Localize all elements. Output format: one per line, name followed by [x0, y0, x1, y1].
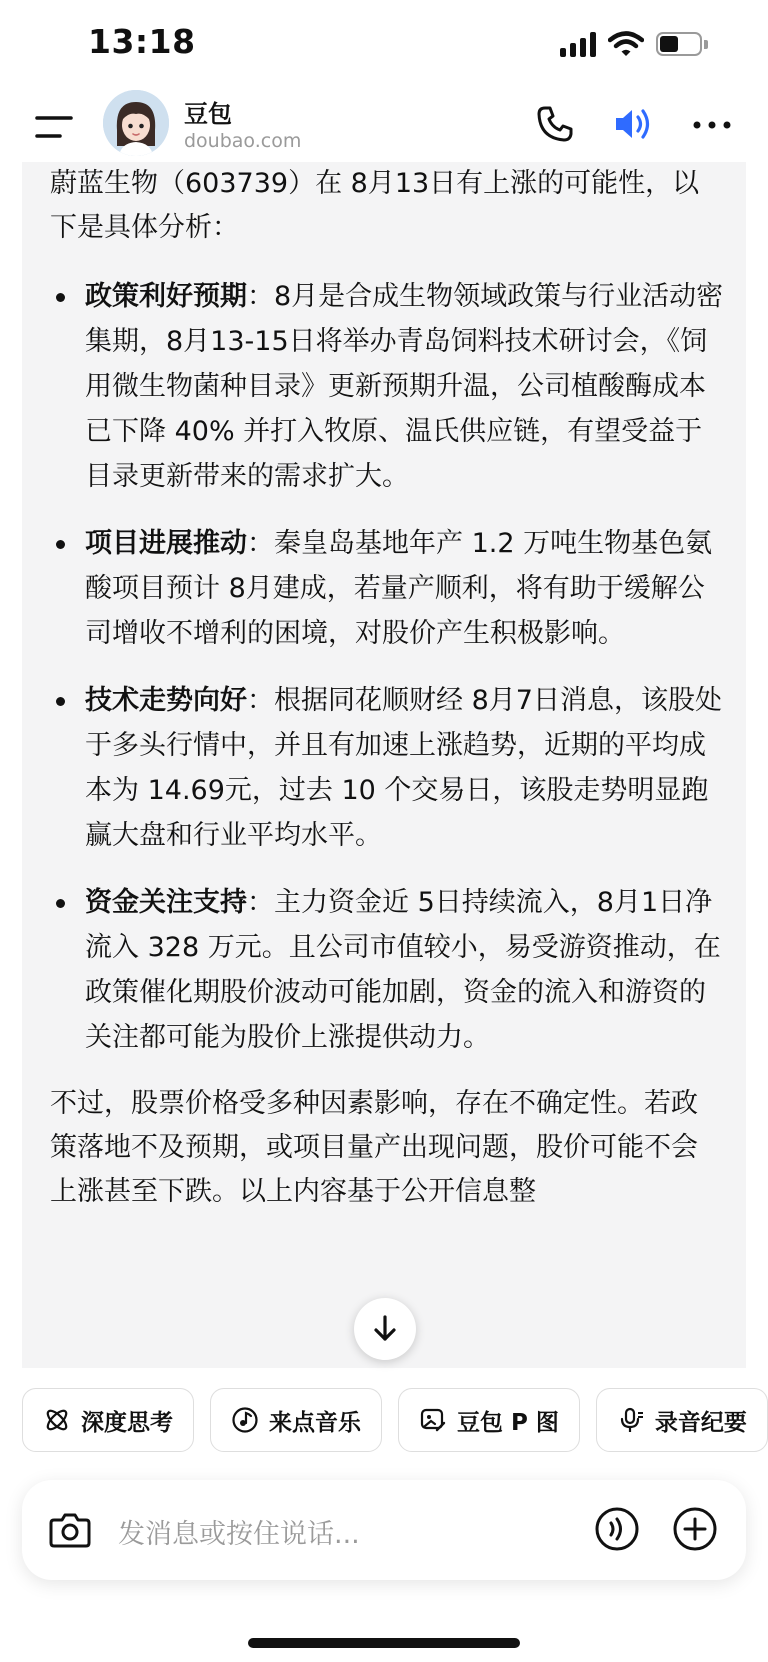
bullet-dot	[56, 293, 65, 302]
atom-icon	[43, 1406, 71, 1434]
bot-domain: doubao.com	[184, 130, 302, 152]
speaker-icon[interactable]	[612, 104, 656, 144]
voice-wave-icon[interactable]	[594, 1506, 640, 1552]
scroll-down-button[interactable]	[354, 1298, 416, 1360]
list-item	[22, 880, 746, 1060]
list-item	[22, 521, 746, 656]
list-item	[22, 678, 746, 858]
bullet-text: ：根据同花顺财经 8月7日消息，该股处于多头行情中，并且有加速上涨趋势，近期的平均成本为 14.69元，过去 10 个交易日，该股走势明显跑赢大盘和行业平均水平。	[85, 685, 722, 851]
chip-music[interactable]	[210, 1388, 382, 1452]
chat-header	[0, 90, 768, 162]
chip-image-edit[interactable]	[398, 1388, 580, 1452]
phone-icon[interactable]	[535, 104, 575, 144]
status-bar	[0, 0, 768, 90]
suggestion-chips	[22, 1388, 768, 1456]
bullet-text: ：主力资金近 5日持续流入，8月1日净流入 328 万元。且公司市值较小，易受游资推动，在政策催化期股价波动可能加剧，资金的流入和游资的关注都可能为股价上涨提供动力。	[85, 887, 721, 1053]
bullet-text: ：秦皇岛基地年产 1.2 万吨生物基色氨酸项目预计 8月建成，若量产顺利，将有助于缓解公司增收不增利的困境，对股价产生积极影响。	[85, 528, 713, 649]
message-outro: 不过，股票价格受多种因素影响，存在不确定性。若政策落地不及预期，或项目量产出现问题，股价可能不会上涨甚至下跌。以上内容基于公开信息整	[50, 1088, 698, 1207]
chip-recording[interactable]	[596, 1388, 768, 1452]
bullet-title: 项目进展推动	[85, 528, 247, 559]
home-indicator	[248, 1638, 520, 1648]
bot-name: 豆包	[184, 100, 232, 128]
bullet-title: 技术走势向好	[85, 685, 247, 716]
status-icons	[560, 30, 708, 58]
chip-label: 深度思考	[81, 1409, 173, 1436]
microphone-icon	[617, 1406, 645, 1434]
camera-icon[interactable]	[48, 1510, 92, 1550]
bullet-dot	[56, 899, 65, 908]
more-icon[interactable]	[692, 120, 732, 130]
chip-deep-thinking[interactable]	[22, 1388, 194, 1452]
avatar[interactable]	[103, 90, 169, 156]
image-edit-icon	[419, 1406, 447, 1434]
plus-icon[interactable]	[672, 1506, 718, 1552]
wifi-icon	[608, 30, 644, 58]
bullet-list	[22, 274, 746, 1060]
menu-icon[interactable]	[34, 110, 74, 144]
bullet-dot	[56, 697, 65, 706]
bullet-dot	[56, 540, 65, 549]
list-item	[22, 274, 746, 499]
chip-label: 豆包 P 图	[457, 1409, 559, 1436]
message-input[interactable]: 发消息或按住说话...	[118, 1519, 360, 1550]
bullet-title: 政策利好预期	[85, 281, 247, 312]
chip-label: 录音纪要	[654, 1409, 747, 1436]
signal-icon	[560, 31, 596, 57]
bullet-text: ：8月是合成生物领域政策与行业活动密集期，8月13-15日将举办青岛饲料技术研讨会，《饲用微生物菌种目录》更新预期升温，公司植酸酶成本已下降 40% 并打入牧原、温氏供应链，有望受益于目录更新带来的需求扩大。	[85, 281, 724, 492]
chip-label: 来点音乐	[269, 1409, 361, 1436]
arrow-down-icon	[370, 1314, 400, 1344]
message-input-bar[interactable]	[22, 1480, 746, 1580]
message-intro: 蔚蓝生物（603739）在 8月13日有上涨的可能性，以下是具体分析：	[50, 168, 700, 243]
status-time: 13:18	[88, 22, 196, 61]
music-icon	[231, 1406, 259, 1434]
assistant-message	[22, 162, 746, 1368]
battery-icon	[656, 32, 708, 56]
bullet-title: 资金关注支持	[85, 887, 247, 918]
